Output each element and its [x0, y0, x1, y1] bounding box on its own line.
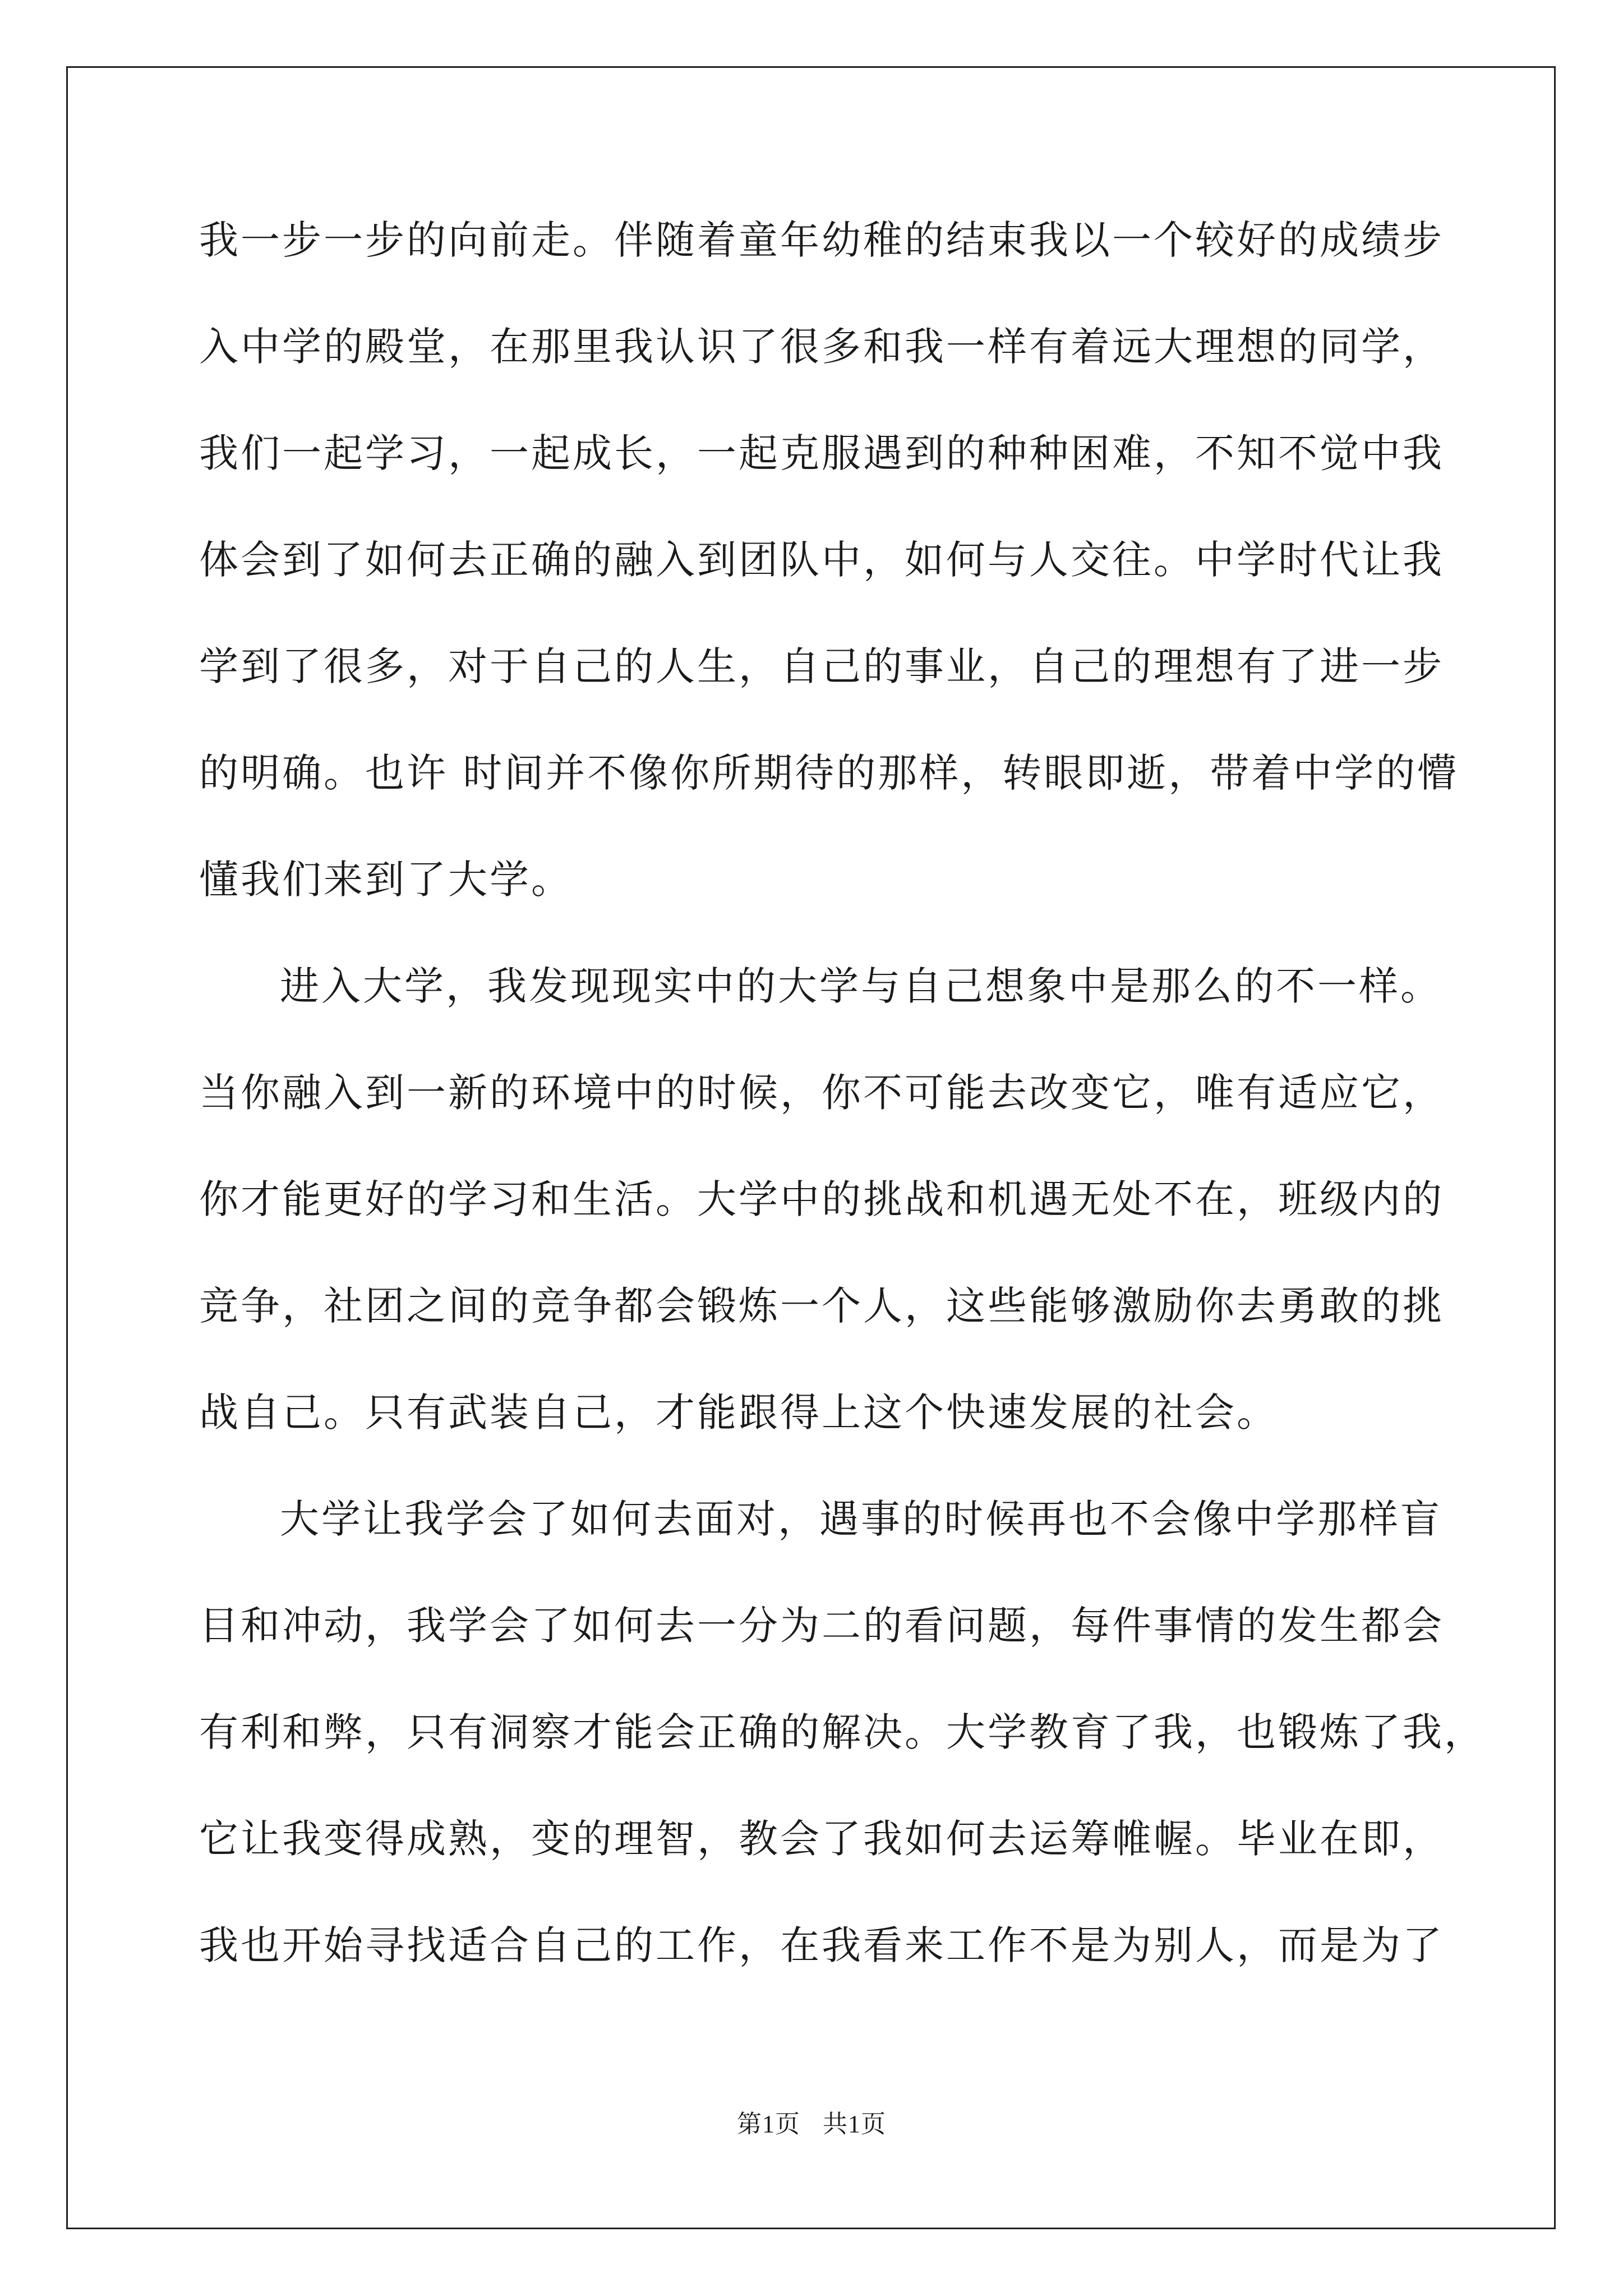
paragraph-start-line: 进入大学，我发现现实中的大学与自己想象中是那么的不一样。 — [280, 963, 1442, 1009]
text-line: 目和冲动，我学会了如何去一分为二的看问题，每件事情的发生都会 — [199, 1603, 1444, 1649]
text-line: 它让我变得成熟，变的理智，教会了我如何去运筹帷幄。毕业在即， — [199, 1816, 1444, 1862]
page-number: 第1页 — [737, 2110, 800, 2138]
text-line: 我一步一步的向前走。伴随着童年幼稚的结束我以一个较好的成绩步 — [199, 217, 1444, 263]
text-line: 懂我们来到了大学。 — [199, 857, 573, 903]
text-line: 体会到了如何去正确的融入到团队中，如何与人交往。中学时代让我 — [199, 537, 1444, 583]
paragraph-start-line: 大学让我学会了如何去面对，遇事的时候再也不会像中学那样盲 — [280, 1496, 1442, 1542]
text-line: 你才能更好的学习和生活。大学中的挑战和机遇无处不在，班级内的 — [199, 1176, 1444, 1222]
text-line: 我们一起学习，一起成长，一起克服遇到的种种困难，不知不觉中我 — [199, 430, 1444, 476]
text-line: 战自己。只有武装自己，才能跟得上这个快速发展的社会。 — [199, 1389, 1278, 1435]
page-footer — [0, 2104, 1623, 2139]
text-line: 竞争，社团之间的竞争都会锻炼一个人，这些能够激励你去勇敢的挑 — [199, 1283, 1444, 1329]
text-line: 入中学的殿堂，在那里我认识了很多和我一样有着远大理想的同学， — [199, 324, 1444, 370]
document-body — [199, 212, 1486, 2024]
text-line: 我也开始寻找适合自己的工作，在我看来工作不是为别人，而是为了 — [199, 1922, 1444, 1968]
page-total: 共1页 — [823, 2110, 886, 2138]
text-line: 当你融入到一新的环境中的时候，你不可能去改变它，唯有适应它， — [199, 1070, 1444, 1116]
text-line: 学到了很多，对于自己的人生，自己的事业，自己的理想有了进一步 — [199, 643, 1444, 689]
text-line: 有利和弊，只有洞察才能会正确的解决。大学教育了我，也锻炼了我， — [199, 1709, 1486, 1755]
text-line: 的明确。也许 时间并不像你所期待的那样，转眼即逝，带着中学的懵 — [199, 750, 1459, 796]
